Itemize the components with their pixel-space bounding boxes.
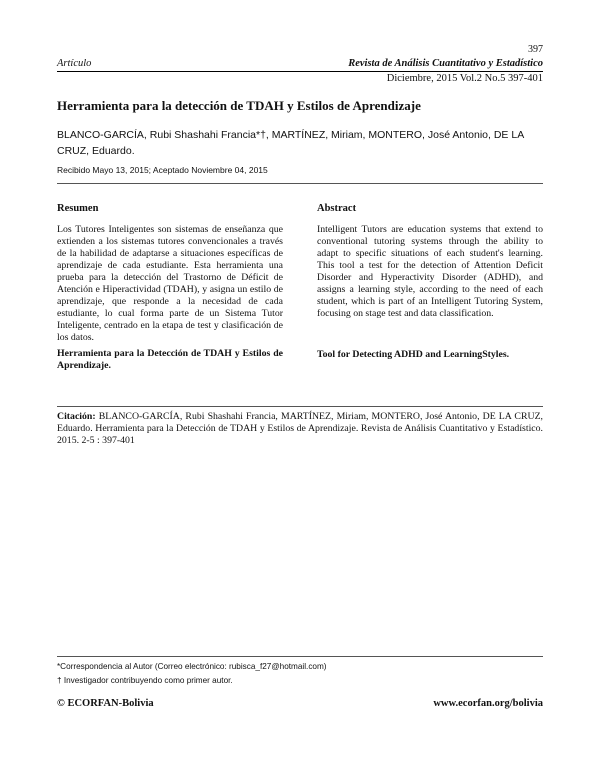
citation — [57, 411, 543, 447]
header-divider — [57, 71, 543, 72]
journal-name: Revista de Análisis Cuantitativo y Estadístico — [348, 58, 543, 69]
article-title: Herramienta para la detección de TDAH y Estilos de Aprendizaje — [57, 98, 421, 113]
abstract-heading: Abstract — [317, 203, 357, 214]
divider-top — [57, 183, 543, 184]
copyright: © ECORFAN-Bolivia — [57, 698, 154, 709]
received-dates: Recibido Mayo 13, 2015; Aceptado Noviembre 04, 2015 — [57, 165, 268, 175]
abstract-keywords: Tool for Detecting ADHD and LearningStyles. — [317, 349, 510, 360]
correspondence-footnote: *Correspondencia al Autor (Correo electrónico: rubisca_f27@hotmail.com) — [57, 662, 327, 671]
divider-citation — [57, 406, 543, 407]
divider-footnotes — [57, 656, 543, 657]
citation-label: Citación: — [57, 411, 96, 422]
section-label: Artículo — [57, 58, 92, 69]
issue-info: Diciembre, 2015 Vol.2 No.5 397-401 — [386, 73, 543, 84]
first-author-footnote: † Investigador contribuyendo como primer autor. — [57, 676, 233, 685]
website: www.ecorfan.org/bolivia — [433, 698, 543, 709]
resumen-heading: Resumen — [57, 203, 99, 214]
page-number: 397 — [528, 44, 543, 55]
citation-text: BLANCO-GARCÍA, Rubi Shashahi Francia, MARTÍNEZ, Miriam, MONTERO, José Antonio, DE LA CRUZ, Eduardo. Herramienta para la Detección de TDAH y Estilos de Aprendizaje. Revista de Análisis Cuantitativo y Estadístico. 2015. 2-5 : 397-401 — [57, 411, 543, 446]
author-list: BLANCO-GARCÍA, Rubi Shashahi Francia*†, MARTÍNEZ, Miriam, MONTERO, José Antonio, DE LA CRUZ, Eduardo. — [57, 129, 524, 157]
resumen-body: Los Tutores Inteligentes son sistemas de enseñanza que extienden a los sistemas tutores convencionales a través de la habilidad de adaptarse a situaciones específicas de aprendizaje de cada estudiante. Esta herramienta una prueba para la detección del Trastorno de Déficit de Atención e Hiperactividad (TDAH), y asigna un estilo de aprendizaje, que responde a la necesidad de cada estudiante, lo cual forma parte de un Sistema Tutor Inteligente, centrado en la etapa de test y clasificación de los datos. — [57, 224, 283, 343]
abstract-body: Intelligent Tutors are education systems that extend to conventional tutoring systems through the ability to adapt to specific situations of each student's learning. This tool a test for the detection of Attention Deficit Disorder and Hyperactivity Disorder (ADHD), and assigns a learning style, according to the need of each student, which is part of an Intelligent Tutoring System, focusing on stage test and data classification. — [317, 224, 543, 319]
resumen-keywords: Herramienta para la Detección de TDAH y Estilos de Aprendizaje. — [57, 348, 283, 371]
